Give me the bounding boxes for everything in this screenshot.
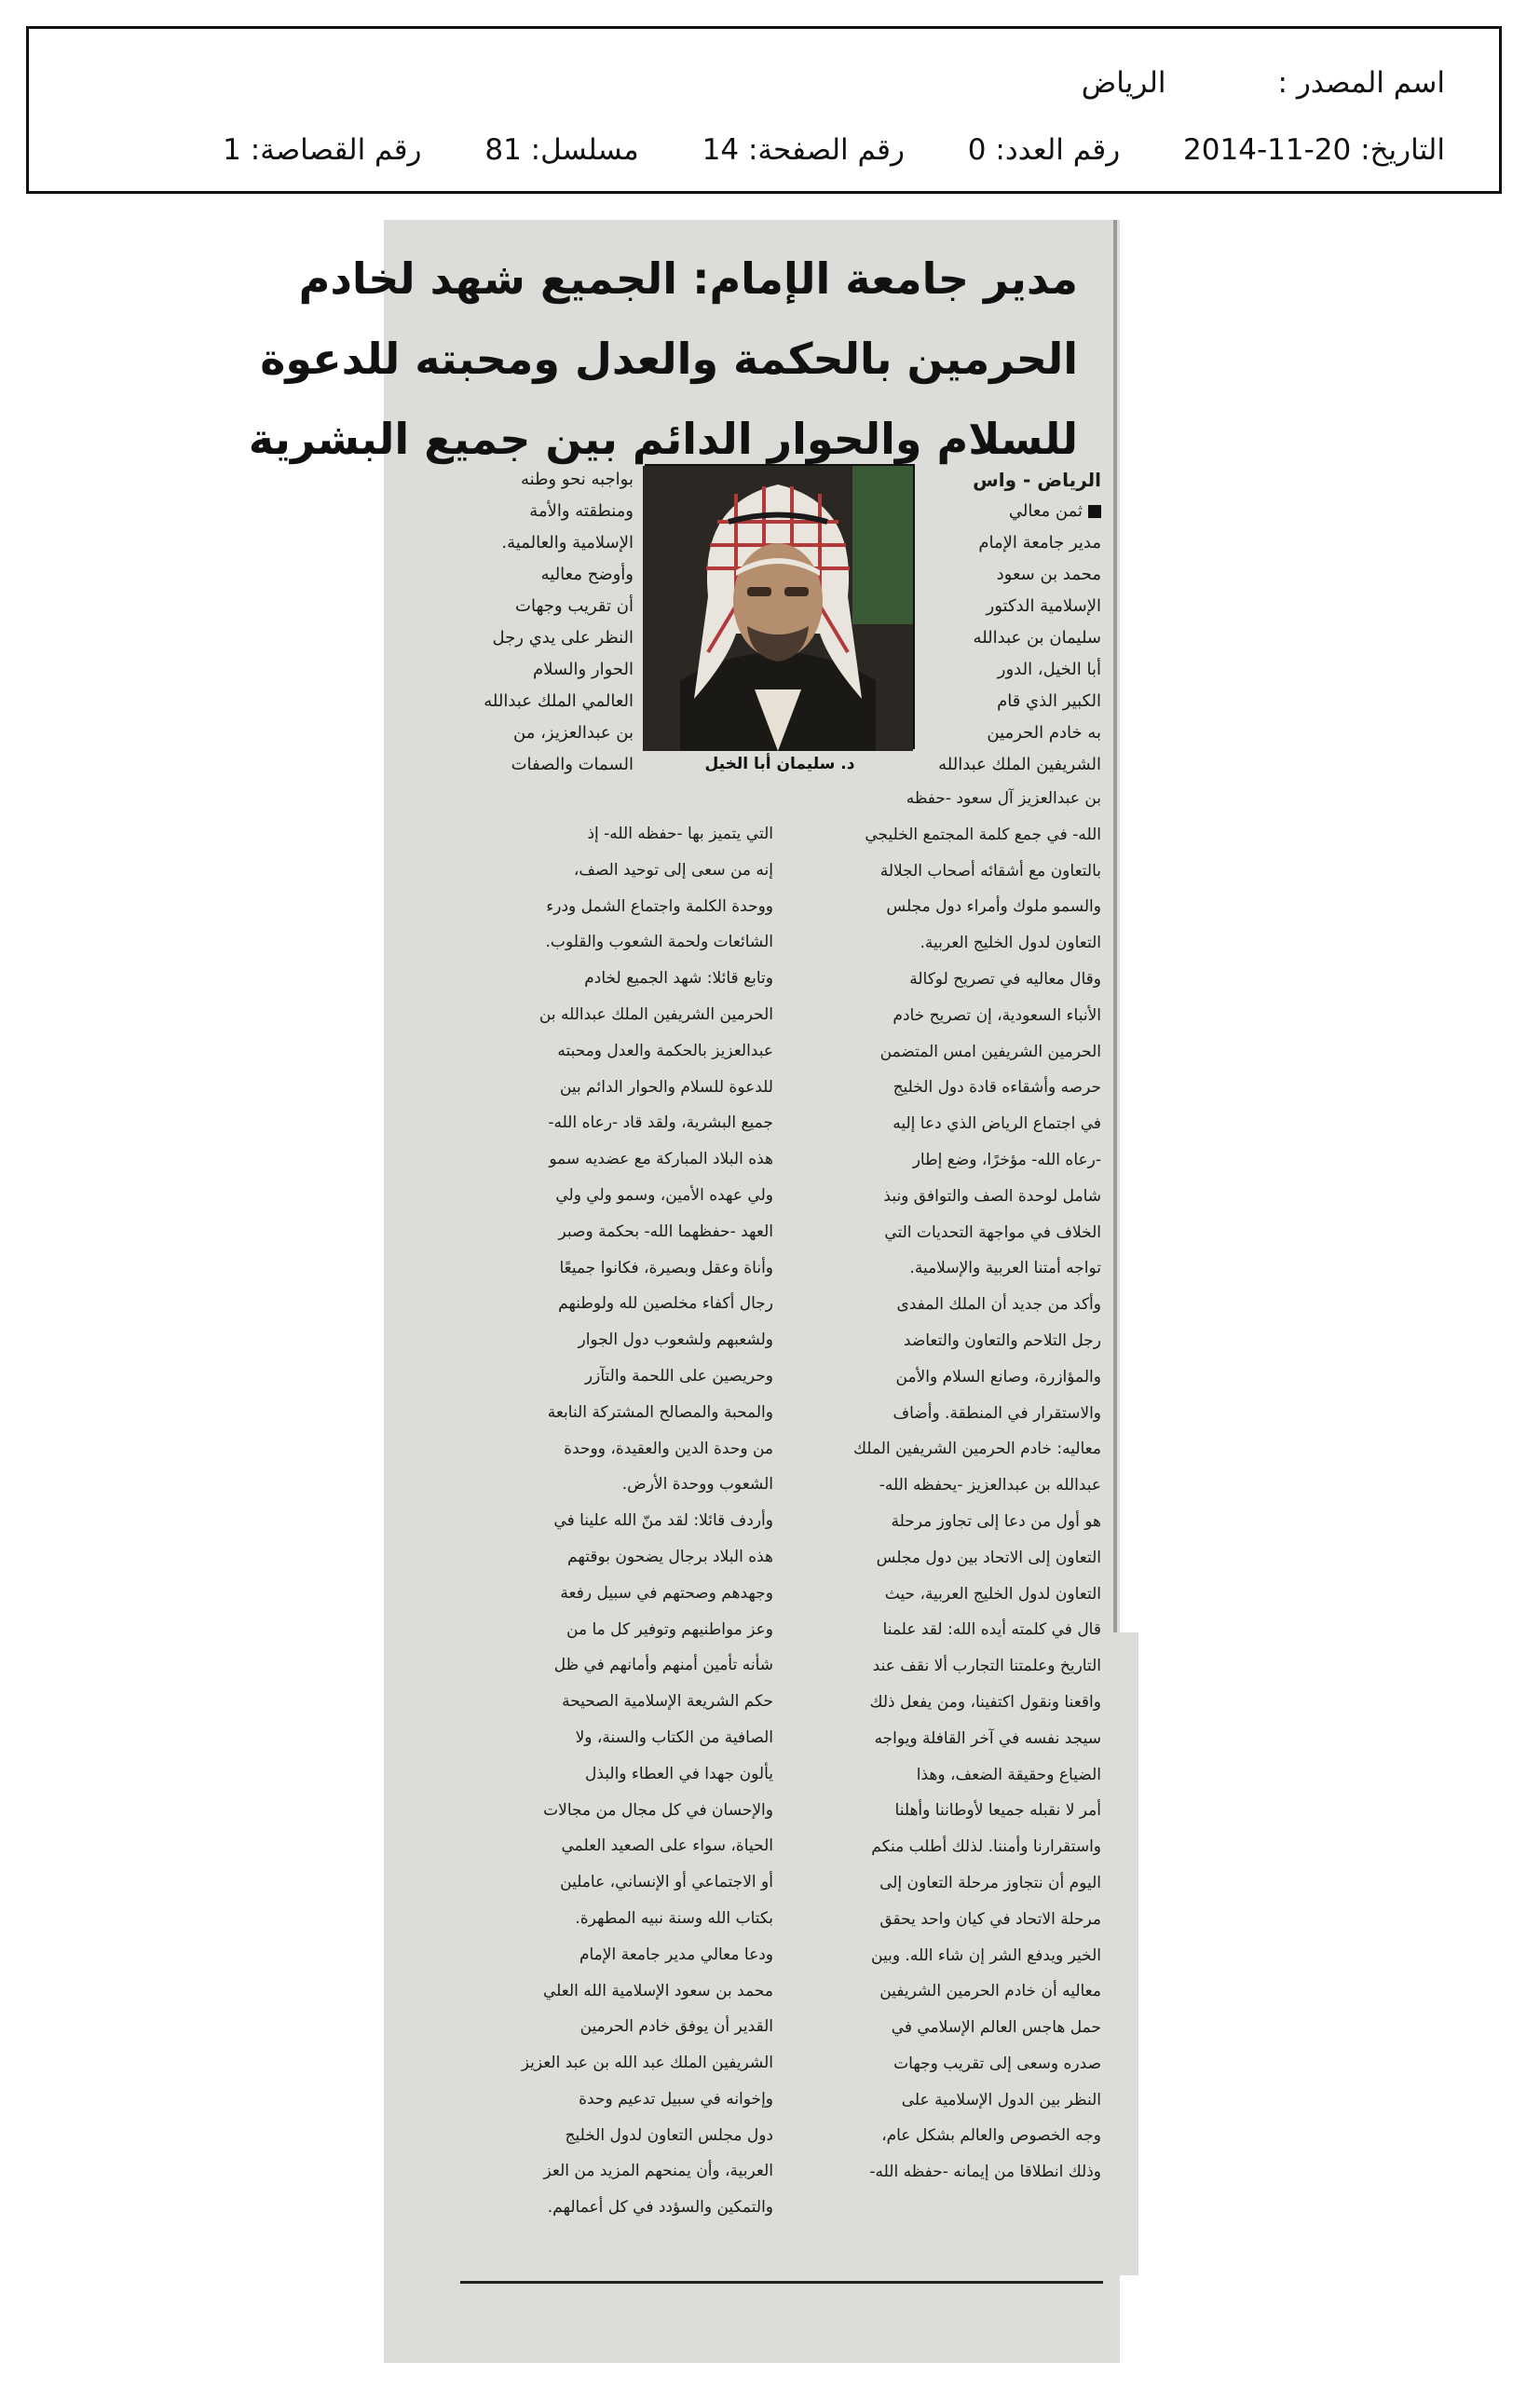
text-line: وأوضح معاليه [540,565,634,584]
text-line: السمات والصفات [511,755,634,774]
text-line: رجال أكفاء مخلصين لله ولوطنهم [558,1294,773,1314]
text-line: في اجتماع الرياض الذي دعا إليه [893,1114,1101,1134]
text-line: محمد بن سعود الإسلامية الله العلي [542,1981,773,2000]
text-line: ودعا معالي مدير جامعة الإمام [579,1945,773,1964]
text-line: والسمو ملوك وأمراء دول مجلس [886,897,1101,917]
text-line: ولشعبهم ولشعوب دول الجوار [578,1331,773,1350]
text-line: تواجه أمتنا العربية والإسلامية. [909,1259,1101,1278]
bottom-rule [460,2281,1103,2284]
issue-label: رقم العدد: [995,133,1121,167]
text-line: وتابع قائلا: شهد الجميع لخادم [584,969,773,989]
clip-label: رقم القصاصة: [250,133,422,167]
details-line [223,133,1445,167]
text-line: حكم الشريعة الإسلامية الصحيحة [562,1692,773,1712]
portrait-illustration [643,466,913,751]
text-line: محمد بن سعود [996,565,1101,584]
text-line: مرحلة الاتحاد في كيان واحد يحقق [879,1909,1101,1929]
text-line: هذه البلاد المباركة مع عضديه سمو [549,1150,773,1169]
text-line: ولي عهده الأمين، وسمو ولي ولي [555,1185,773,1205]
source-info-box [26,26,1502,194]
source-value: الرياض [1081,66,1166,100]
text-line: أبا الخيل، الدور [997,660,1101,679]
text-line: وحريصين على اللحمة والتآزر [584,1366,773,1386]
text-line: العهد -حفظهما الله- بحكمة وصبر [558,1222,773,1241]
page-label: رقم الصفحة: [747,133,905,167]
text-line: قال في كلمته أيده الله: لقد علمنا [882,1620,1101,1640]
photo-caption: د. سليمان أبا الخيل [704,755,855,773]
text-line: الصافية من الكتاب والسنة، ولا [575,1727,773,1747]
text-line: والإحسان في كل مجال من مجالات [543,1800,773,1820]
text-line: -رعاه الله- مؤخرًا، وضع إطار [912,1150,1101,1169]
headline-line: مدير جامعة الإمام: الجميع شهد لخادم [298,253,1078,304]
text-line: الشريفين الملك عبد الله بن عبد العزيز [521,2054,773,2073]
text-line: العالمي الملك عبدالله [484,691,634,711]
date-value: 2014-11-20 [1183,133,1352,167]
dateline: الرياض - واس [973,469,1101,491]
text-line: الحوار والسلام [533,660,634,679]
text-line: الشعوب ووحدة الأرض. [621,1475,773,1495]
text-line: ووحدة الكلمة واجتماع الشمل ودرء [546,896,773,916]
text-line: هذه البلاد برجال يضحون بوقتهم [567,1547,773,1566]
text-line: وجهدهم وصحتهم في سبيل رفعة [560,1583,773,1603]
text-line: التعاون لدول الخليج العربية، حيث [884,1584,1101,1604]
text-line: شامل لوحدة الصف والتوافق ونبذ [883,1186,1101,1206]
text-line: الله- في جمع كلمة المجتمع الخليجي [865,825,1101,844]
text-line: بن عبدالعزيز، من [513,723,634,743]
left-column-top [457,464,634,781]
text-line: وعز مواطنيهم وتوفير كل ما من [566,1619,773,1639]
text-line: أو الاجتماعي أو الإنساني، عاملين [560,1873,773,1892]
text-line: الخير ويدفع الشر إن شاء الله. وبين [871,1945,1101,1965]
source-line [1082,66,1445,100]
text-line: الشائعات ولحمة الشعوب والقلوب. [545,933,773,952]
text-line: واستقرارنا وأمننا. لذلك أطلب منكم [871,1837,1101,1857]
text-line: القدير أن يوفق خادم الحرمين [579,2017,773,2037]
text-line: واقعنا ونقول اكتفينا، ومن يفعل ذلك [869,1692,1101,1712]
text-line: التي يتميز بها -حفظه الله- إذ [587,825,773,843]
text-line: الخلاف في مواجهة التحديات التي [884,1222,1101,1242]
text-line: الضياع وحقيقة الضعف، وهذا [916,1765,1101,1784]
text-line: بواجبه نحو وطنه [521,470,634,489]
bullet-square-icon [1088,505,1101,518]
text-line: سليمان بن عبدالله [973,628,1101,648]
text-line: والمحبة والمصالح المشتركة النابعة [547,1402,773,1422]
text-line: دول مجلس التعاون لدول الخليج [565,2125,773,2145]
clip-value: 1 [223,133,241,167]
text-line: ومنطقته والأمة [529,501,634,521]
text-line: وأردف قائلا: لقد منّ الله علينا في [553,1511,773,1531]
text-line: وأناة وعقل وبصيرة، فكانوا جميعًا [559,1258,773,1277]
source-label: اسم المصدر : [1277,66,1445,100]
text-line: هو أول من دعا إلى تجاوز مرحلة [891,1511,1101,1531]
text-line: من وحدة الدين والعقيدة، ووحدة [564,1439,773,1458]
text-line: الحرمين الشريفين الملك عبدالله بن [538,1004,773,1024]
text-line: الأنباء السعودية، إن تصريح خادم [893,1005,1101,1025]
text-line: إنه من سعى إلى توحيد الصف، [573,860,773,880]
text-line: يألون جهدا في العطاء والبذل [585,1764,773,1783]
text-line: صدره وسعى إلى تقريب وجهات [893,2054,1101,2073]
text-line: وإخوانه في سبيل تدعيم وحدة [579,2089,773,2109]
text-line: الإسلامية الدكتور [986,596,1101,616]
text-line: الكبير الذي قام [997,691,1101,711]
text-line: بالتعاون مع أشقائه أصحاب الجلالة [879,861,1101,881]
text-line: عبدالله بن عبدالعزيز -يحفظه الله- [879,1476,1101,1495]
text-line: الشريفين الملك عبدالله [938,755,1101,774]
text-line: وجه الخصوص والعالم بشكل عام، [881,2126,1101,2146]
text-line: بن عبدالعزيز آل سعود -حفظه [906,789,1101,808]
text-line: مدير جامعة الإمام [978,533,1101,553]
newspaper-clipping [248,220,1120,2363]
text-line: وأكد من جديد أن الملك المفدى [896,1295,1101,1315]
article-headline [248,239,1078,479]
clipping-right-border [1113,220,1117,1632]
text-line: معاليه أن خادم الحرمين الشريفين [879,1982,1101,2001]
text-line: شأنه تأمين أمنهم وأمانهم في ظل [553,1656,773,1675]
text-line: جميع البشرية، ولقد قاد -رعاه الله- [548,1113,773,1133]
text-line: النظر على يدي رجل [492,628,634,648]
text-line: عبدالعزيز بالحكمة والعدل ومحبته [557,1041,773,1060]
text-line: اليوم أن نتجاوز مرحلة التعاون إلى [879,1873,1101,1892]
text-line: معاليه: خادم الحرمين الشريفين الملك [852,1440,1101,1459]
text-line: التعاون لدول الخليج العربية. [920,934,1101,953]
text-line: ثمن معالي [919,496,1101,527]
text-line: أمر لا نقبله جميعا لأوطاننا وأهلنا [894,1801,1101,1821]
text-line: والمؤازرة، وصانع السلام والأمن [895,1367,1101,1386]
headline-line: للسلام والحوار الدائم بين جميع البشرية [248,414,1078,464]
text-line: النظر بين الدول الإسلامية على [901,2090,1101,2109]
date-label: التاريخ: [1360,133,1445,167]
text-line: وذلك انطلاقا من إيمانه -حفظه الله- [869,2163,1101,2182]
headline-line: الحرمين بالحكمة والعدل ومحبته للدعوة [260,334,1078,384]
text-line: رجل التلاحم والتعاون والتعاضد [903,1331,1101,1350]
portrait-photo [645,464,915,749]
right-column-body [784,781,1101,2191]
text-line: للدعوة للسلام والحوار الدائم بين [559,1077,773,1097]
serial-value: 81 [484,133,522,167]
text-line: وقال معاليه في تصريح لوكالة [909,969,1101,989]
issue-value: 0 [967,133,987,167]
text-line: به خادم الحرمين [987,723,1101,743]
text-line: العربية، وأن يمنحهم المزيد من العز [543,2162,773,2181]
text-line: والاستقرار في المنطقة. وأضاف [893,1403,1101,1423]
text-line: الحياة، سواء على الصعيد العلمي [561,1836,773,1856]
text-line: والتمكين والسؤدد في كل أعمالهم. [547,2198,773,2218]
right-column-top [919,464,1101,781]
text-line: أن تقريب وجهات [515,596,634,616]
text-line: الإسلامية والعالمية. [501,533,634,553]
text-line: الحرمين الشريفين امس المتضمن [879,1042,1101,1061]
text-line: التعاون إلى الاتحاد بين دول مجلس [876,1548,1101,1567]
text-line: حرصه وأشقاءه قادة دول الخليج [893,1078,1101,1098]
page-value: 14 [702,133,740,167]
text-line: بكتاب الله وسنة نبيه المطهرة. [575,1908,773,1928]
serial-label: مسلسل: [530,133,639,167]
text-line: سيجد نفسه في آخر القافلة ويواجه [874,1728,1101,1748]
left-column-body [457,816,773,2226]
text-line: حمل هاجس العالم الإسلامي في [891,2018,1101,2038]
text-line: التاريخ وعلمتنا التجارب ألا نقف عند [872,1657,1101,1676]
